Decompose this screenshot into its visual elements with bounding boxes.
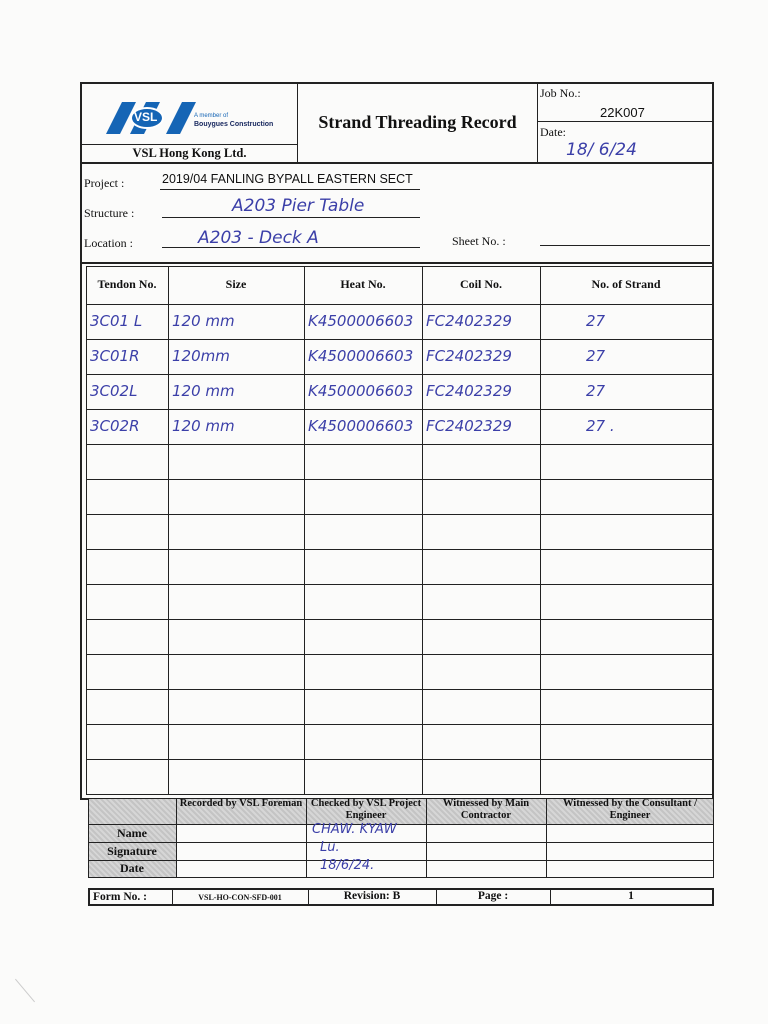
cell-size: 120 mm	[172, 417, 235, 435]
table-row-line	[86, 514, 712, 515]
cell-coil-no: FC2402329	[426, 347, 512, 365]
cell-coil-no: FC2402329	[426, 382, 512, 400]
cell-heat-no: K4500006603	[308, 382, 414, 400]
table-row-line	[86, 409, 712, 410]
header-witnessed-main: Witnessed by Main Contractor	[442, 798, 530, 821]
table-row-line	[86, 654, 712, 655]
page-value: 1	[628, 890, 634, 902]
table-col-line	[422, 266, 423, 794]
cell-no-of-strand: 27	[586, 347, 606, 365]
cell-coil-no: FC2402329	[426, 312, 512, 330]
header-coil-no: Coil No.	[460, 277, 502, 291]
logo-tagline-2: Bouygues Construction	[194, 121, 274, 128]
revision: Revision: B	[343, 890, 401, 902]
form-no-value: VSL-HO-CON-SFD-001	[198, 893, 282, 902]
page-title: Strand Threading Record	[318, 112, 517, 132]
table-row-line	[86, 339, 712, 340]
logo-tagline-1: A member of	[194, 113, 229, 119]
header-heat-no: Heat No.	[340, 277, 386, 291]
location-label: Location :	[84, 236, 133, 250]
table-col-line	[540, 266, 541, 794]
cell-tendon-no: 3C01R	[90, 347, 140, 365]
cell-no-of-strand: 27	[586, 382, 606, 400]
cell-coil-no: FC2402329	[426, 417, 512, 435]
table-row-line	[86, 444, 712, 445]
header-tendon-no: Tendon No.	[97, 277, 157, 291]
footer-bar	[88, 888, 714, 906]
location-value: A203 - Deck A	[198, 228, 319, 248]
cell-tendon-no: 3C01 L	[90, 312, 143, 330]
page-label: Page :	[477, 890, 509, 902]
header-witnessed-consultant: Witnessed by the Consultant / Engineer	[563, 798, 697, 821]
table-col-line	[712, 266, 713, 794]
table-row-line	[86, 724, 712, 725]
checked-date: 18/6/24.	[320, 858, 375, 873]
table-row-line	[86, 304, 712, 305]
cell-no-of-strand: 27 .	[586, 417, 615, 435]
cell-heat-no: K4500006603	[308, 417, 414, 435]
header-size: Size	[225, 277, 247, 291]
table-col-line	[304, 266, 305, 794]
cell-heat-no: K4500006603	[308, 347, 414, 365]
table-row-line	[86, 794, 712, 795]
cell-no-of-strand: 27	[586, 312, 606, 330]
table-col-line	[168, 266, 169, 794]
table-row-line	[86, 584, 712, 585]
cell-size: 120 mm	[172, 382, 235, 400]
sheet-no-value	[540, 232, 710, 246]
project-label: Project :	[84, 176, 125, 190]
project-value: 2019/04 FANLING BYPALL EASTERN SECT	[162, 172, 413, 186]
table-row-line	[86, 479, 712, 480]
vsl-logo	[104, 100, 284, 136]
table-row-line	[86, 759, 712, 760]
table-row-line	[86, 689, 712, 690]
signoff-row-line	[88, 824, 714, 825]
label-signature: Signature	[107, 844, 157, 858]
company-name: VSL Hong Kong Ltd.	[132, 146, 247, 160]
checked-name: CHAW. KYAW	[312, 822, 397, 837]
table-row-line	[86, 549, 712, 550]
date-value: 18/ 6/24	[566, 140, 637, 160]
label-name: Name	[117, 826, 147, 840]
scan-mark	[15, 979, 35, 1003]
job-no-label: Job No.:	[540, 86, 581, 100]
cell-tendon-no: 3C02R	[90, 417, 140, 435]
structure-label: Structure :	[84, 206, 135, 220]
signoff-row-line	[88, 842, 714, 843]
job-no-value: 22K007	[600, 105, 645, 120]
cell-size: 120 mm	[172, 312, 235, 330]
structure-value: A203 Pier Table	[232, 196, 365, 216]
signoff-block	[88, 798, 714, 878]
table-row-line	[86, 374, 712, 375]
header-recorded-by: Recorded by VSL Foreman	[179, 798, 303, 809]
cell-size: 120mm	[172, 347, 230, 365]
signoff-row-line	[88, 860, 714, 861]
cell-heat-no: K4500006603	[308, 312, 414, 330]
table-row-line	[86, 619, 712, 620]
strand-table	[86, 266, 712, 796]
header-no-of-strand: No. of Strand	[591, 277, 661, 291]
logo-text: VSL	[134, 110, 158, 124]
table-row-line	[86, 266, 712, 267]
table-col-line	[86, 266, 87, 794]
header-checked-by: Checked by VSL Project Engineer	[310, 798, 422, 821]
label-date: Date	[120, 861, 144, 875]
form-no-label: Form No. :	[93, 891, 147, 903]
sheet-no-label: Sheet No. :	[452, 234, 506, 248]
signoff-col-line	[176, 798, 177, 878]
cell-tendon-no: 3C02L	[90, 382, 138, 400]
date-label: Date:	[540, 125, 566, 139]
checked-signature: Lu.	[320, 840, 340, 855]
